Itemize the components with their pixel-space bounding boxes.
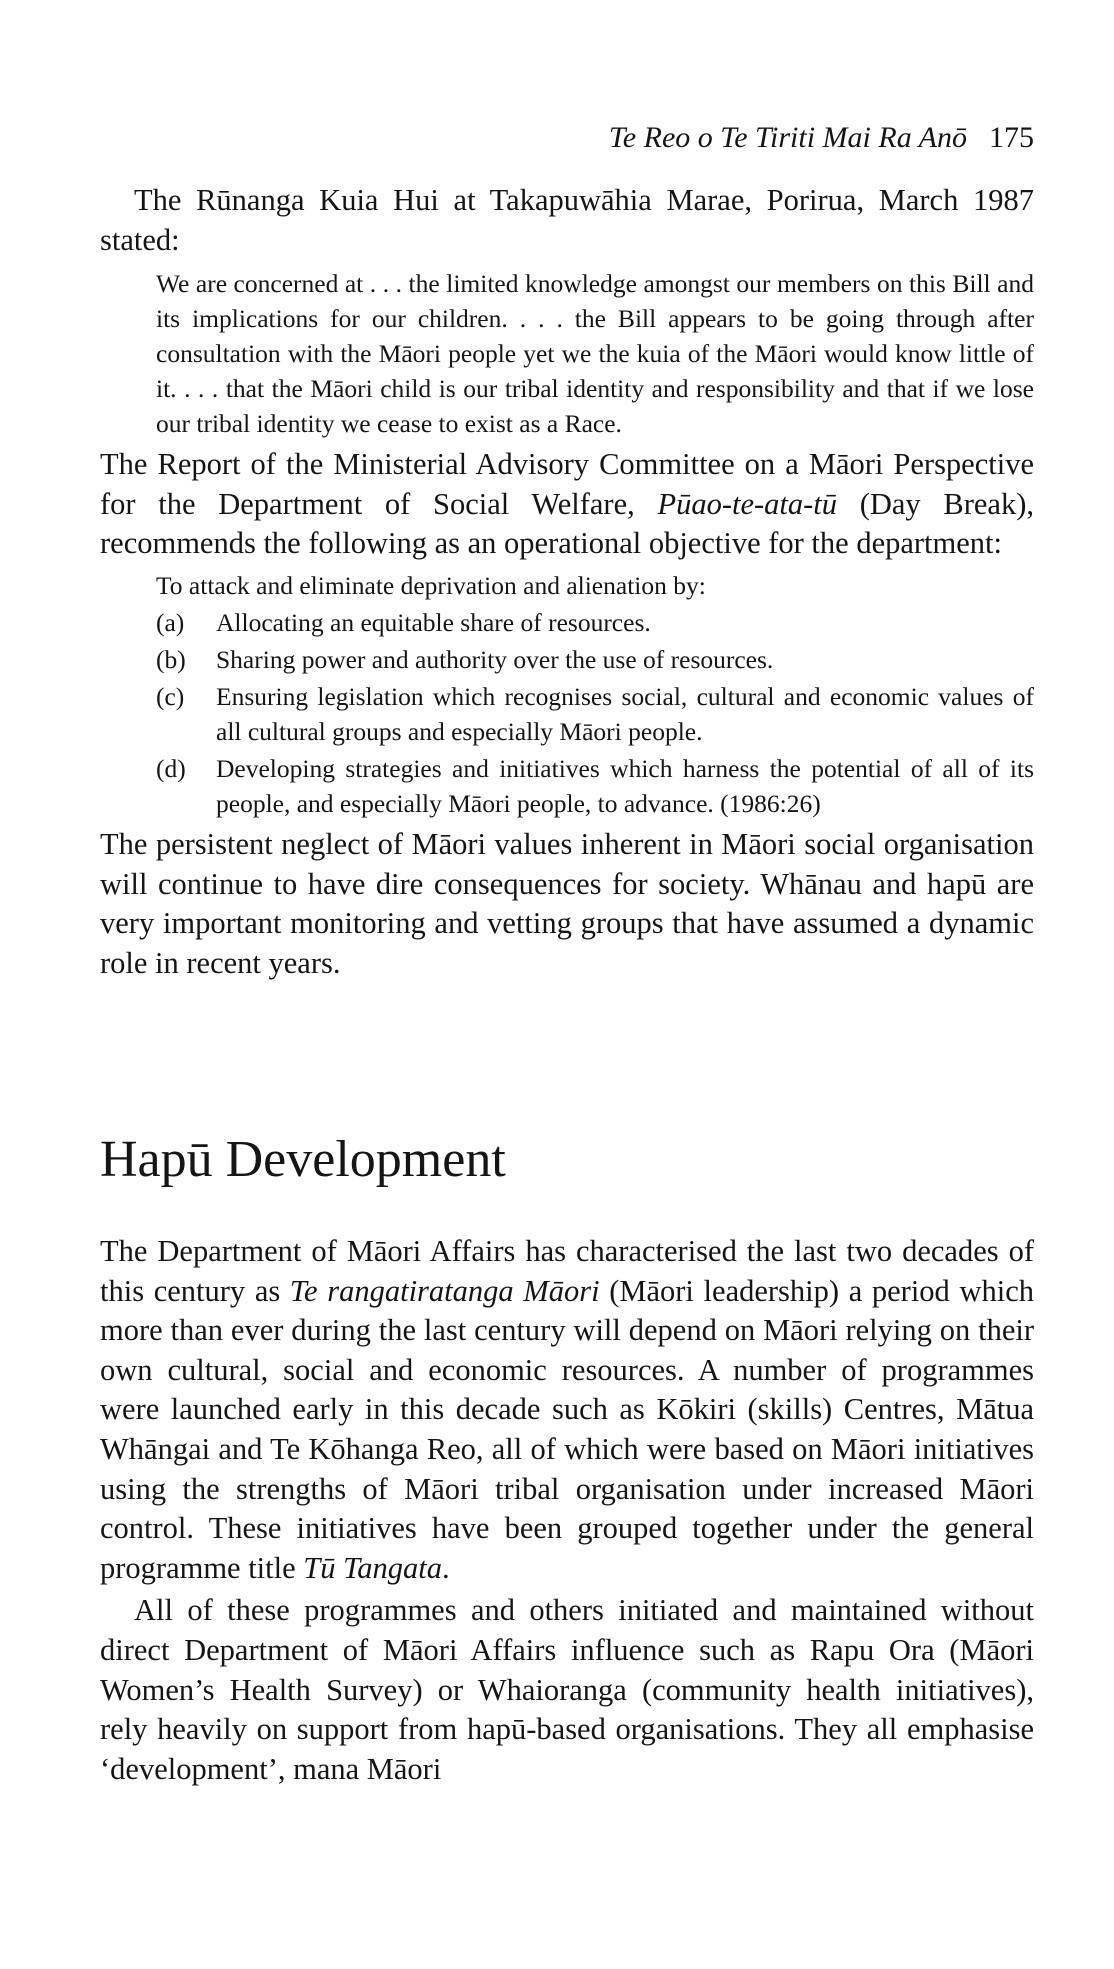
list-item-text: Sharing power and authority over the use of resources.	[216, 644, 774, 674]
list-item-text: Developing strategies and initiatives which harness the potential of all of its people, and especially Māori people, to advance. (1986:26)	[216, 753, 1034, 818]
block-quote-runanga: We are concerned at . . . the limited knowledge amongst our members on this Bill and its implications for our children. . . . the Bill appears to be going through after consultation with the Māori people yet we the kuia of the Māori would know little of it. . . . that the Māori child is our tribal identity and responsibility and that if we lose our tribal identity we cease to exist as a Race.	[156, 269, 1034, 439]
section-heading: Hapū Development	[100, 1131, 506, 1188]
paragraph-neglect: The persistent neglect of Māori values inherent in Māori social organisation will continue to have dire consequences for society. Whānau and hapū are very important monitoring and vetting groups that have assumed a dynamic role in recent years.	[100, 826, 1034, 980]
department-text-middle: (Māori leadership) a period which more than ever during the last century will depend on Māori relying on their own cultural, social and economic resources. A number of programmes were launched early in this decade such as Kōkiri (skills) Centres, Mātua Whāngai and Te Kōhanga Reo, all of which were based on Māori initiatives using the strengths of Māori tribal organisation under increased Māori control. These initiatives have been grouped together under the general programme title	[100, 1273, 1034, 1585]
department-text-before: The Department of Māori Affairs has characterised the last two decades of this century as	[100, 1234, 1034, 1308]
list-item-label: (c)	[156, 681, 185, 711]
department-term: Te rangatiratanga Māori	[289, 1273, 600, 1308]
list-item	[156, 605, 1034, 640]
list-item-text: Allocating an equitable share of resources.	[216, 607, 651, 637]
report-text-before: The Report of the Ministerial Advisory Committee on a Māori Perspective for the Department of Social Welfare,	[100, 447, 1034, 521]
list-item-label: (d)	[156, 753, 186, 783]
list-item-label: (a)	[156, 607, 185, 637]
paragraph-department	[100, 1232, 1034, 1588]
list-item-label: (b)	[156, 644, 186, 674]
running-header	[609, 118, 1034, 158]
list-intro: To attack and eliminate deprivation and alienation by:	[156, 570, 706, 600]
page-number: 175	[989, 121, 1034, 154]
list-item	[156, 679, 1034, 749]
report-title: Pūao-te-ata-tū	[657, 486, 838, 521]
department-text-after: .	[442, 1550, 450, 1585]
list-item-text: Ensuring legislation which recognises social, cultural and economic values of all cultural groups and especially Māori people.	[216, 681, 1034, 746]
paragraph-report	[100, 445, 1034, 564]
upper-section	[100, 181, 1034, 983]
list-item	[156, 751, 1034, 821]
department-programme-title: Tū Tangata	[303, 1550, 443, 1585]
report-text-after: (Day Break), recommends the following as an operational objective for the department:	[100, 486, 1034, 561]
paragraph-runanga-intro: The Rūnanga Kuia Hui at Takapuwāhia Marae, Porirua, March 1987 stated:	[100, 183, 1034, 257]
list-item	[156, 642, 1034, 677]
objective-list	[156, 605, 1034, 821]
running-title: Te Reo o Te Tiriti Mai Ra Anō	[608, 121, 967, 154]
paragraph-programmes: All of these programmes and others initiated and maintained without direct Department of Māori Affairs influence such as Rapu Ora (Māori Women’s Health Survey) or Whaioranga (community health initiatives), rely heavily on support from hapū-based organisations. They all emphasise ‘development’, mana Māori	[100, 1593, 1034, 1786]
lower-section	[100, 1232, 1034, 1789]
